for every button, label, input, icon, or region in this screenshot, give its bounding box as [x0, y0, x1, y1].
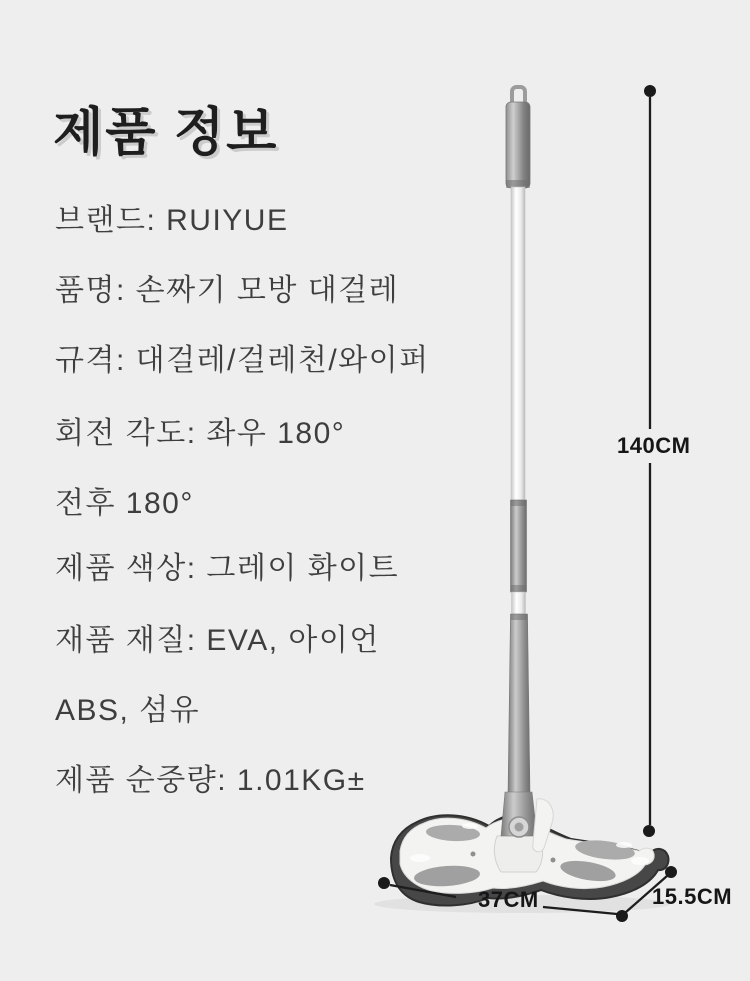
info-line-brand: 브랜드: RUIYUE	[55, 204, 289, 237]
height-dimension-line	[643, 85, 656, 837]
mop-pole-connector	[511, 500, 527, 592]
info-line-color: 제품 색상: 그레이 화이트	[55, 552, 400, 585]
connector-bottom-band	[511, 585, 527, 592]
head-screw	[551, 858, 556, 863]
info-line-material-2: ABS, 섬유	[55, 694, 201, 727]
mop-handle-grip	[506, 102, 530, 188]
info-line-rotation-angle-2: 전후 180°	[55, 487, 194, 520]
width-dimension-label: 37CM	[478, 887, 539, 912]
info-line-material: 재품 재질: EVA, 아이언	[55, 624, 380, 657]
mop-pole-upper	[511, 187, 525, 502]
connector-top-band	[511, 500, 527, 506]
page-title: 제품 정보	[53, 104, 279, 162]
mop-pole-lower	[508, 614, 530, 794]
info-line-rotation-angle: 회전 각도: 좌우 180°	[55, 417, 346, 450]
head-screw	[471, 852, 476, 857]
info-line-net-weight: 제품 순중량: 1.01KG±	[55, 764, 366, 797]
lower-pole-top-band	[511, 614, 528, 620]
mop-illustration	[374, 87, 670, 913]
depth-dimension-label: 15.5CM	[652, 884, 733, 909]
height-dimension-label: 140CM	[617, 433, 691, 458]
info-line-product-name: 품명: 손짜기 모방 대걸레	[55, 274, 400, 307]
mop-pole-gap	[512, 592, 526, 614]
info-line-spec: 규격: 대걸레/걸레천/와이퍼	[55, 344, 430, 377]
mop-pivot-center	[515, 823, 524, 832]
